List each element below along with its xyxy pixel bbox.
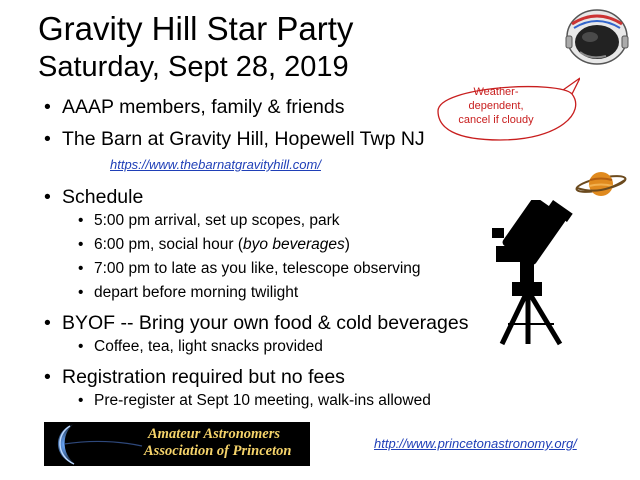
weather-callout-text: Weather- dependent, cancel if cloudy bbox=[458, 86, 534, 126]
slide-title: Gravity Hill Star Party bbox=[38, 10, 354, 47]
venue-url-link[interactable]: https://www.thebarnatgravityhill.com/ bbox=[110, 157, 321, 172]
aaap-logo bbox=[44, 422, 310, 466]
registration-item-preregister: • Pre-register at Sept 10 meeting, walk-ins allowed bbox=[78, 389, 474, 413]
aaap-logo-text: Amateur Astronomers Association of Princeton bbox=[144, 426, 292, 459]
astronaut-helmet-icon bbox=[560, 4, 634, 66]
bullet-schedule: • Schedule bbox=[44, 185, 474, 209]
crescent-moon-icon bbox=[44, 422, 144, 466]
bullet-byof: • BYOF -- Bring your own food & cold beverages bbox=[44, 311, 474, 335]
schedule-item-depart: • depart before morning twilight bbox=[78, 281, 474, 305]
slide-bullet-list bbox=[44, 95, 474, 413]
telescope-silhouette-icon bbox=[468, 200, 600, 346]
saturn-icon bbox=[575, 166, 627, 202]
schedule-item-social: • 6:00 pm, social hour (byo beverages) bbox=[78, 233, 474, 257]
bullet-attendees: • AAAP members, family & friends bbox=[44, 95, 474, 119]
byof-item-provided: • Coffee, tea, light snacks provided bbox=[78, 335, 474, 359]
princeton-astronomy-url-link[interactable]: http://www.princetonastronomy.org/ bbox=[374, 436, 577, 451]
slide-subtitle-date: Saturday, Sept 28, 2019 bbox=[38, 51, 349, 83]
schedule-item-observing: • 7:00 pm to late as you like, telescope observing bbox=[78, 257, 474, 281]
bullet-registration: • Registration required but no fees bbox=[44, 365, 474, 389]
schedule-item-arrival: • 5:00 pm arrival, set up scopes, park bbox=[78, 209, 474, 233]
bullet-venue: • The Barn at Gravity Hill, Hopewell Twp NJ bbox=[44, 127, 474, 151]
